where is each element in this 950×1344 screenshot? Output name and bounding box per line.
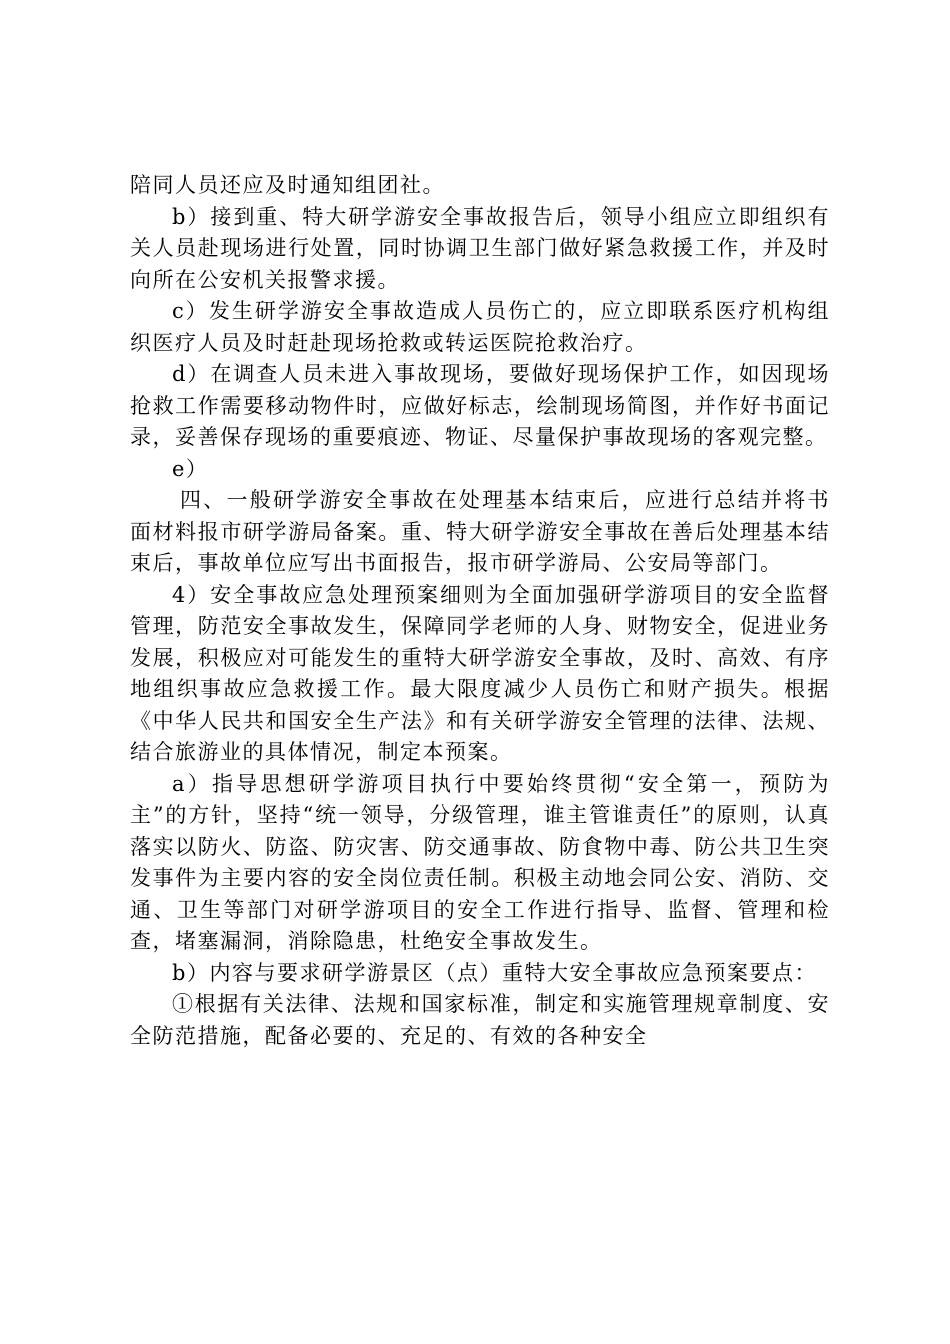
document-body [130, 170, 830, 1052]
paragraph-b-report: b）接到重、特大研学游安全事故报告后，领导小组应立即组织有关人员赴现场进行处置，同时协调卫生部门做好紧急救援工作，并及时向所在公安机关报警求援。 [130, 204, 830, 292]
paragraph-b-content-requirements: b）内容与要求研学游景区（点）重特大安全事故应急预案要点： [172, 960, 817, 985]
paragraph-e: e） [172, 456, 209, 481]
paragraph-item-1: ①根据有关法律、法规和国家标准，制定和实施管理规章制度、安全防范措施，配备必要的、充足的、有效的各种安全 [130, 992, 830, 1048]
paragraph-a-guiding-ideology: a）指导思想研学游项目执行中要始终贯彻“安全第一，预防为主”的方针，坚持“统一领导，分级管理，谁主管谁责任”的原则，认真落实以防火、防盗、防灾害、防交通事故、防食物中毒、防公共卫生突发事件为主要内容的安全岗位责任制。积极主动地会同公安、消防、交通、卫生等部门对研学游项目的安全工作进行指导、监督、管理和检查，堵塞漏洞，消除隐患，杜绝安全事故发生。 [130, 771, 830, 953]
paragraph-c-casualties: c）发生研学游安全事故造成人员伤亡的，应立即联系医疗机构组织医疗人员及时赶赴现场抢救或转运医院抢救治疗。 [130, 299, 830, 355]
paragraph-4-emergency-plan: 4）安全事故应急处理预案细则为全面加强研学游项目的安全监督管理，防范安全事故发生，保障同学老师的人身、财物安全，促进业务发展，积极应对可能发生的重特大研学游安全事故，及时、高效、有序地组织事故应急救援工作。最大限度减少人员伤亡和财产损失。根据《中华人民共和国安全生产法》和有关研学游安全管理的法律、法规、结合旅游业的具体情况，制定本预案。 [130, 582, 830, 764]
paragraph-continuation: 陪同人员还应及时通知组团社。 [130, 173, 445, 197]
paragraph-section-four: 四、一般研学游安全事故在处理基本结束后，应进行总结并将书面材料报市研学游局备案。重、特大研学游安全事故在善后处理基本结束后，事故单位应写出书面报告，报市研学游局、公安局等部门。 [130, 488, 830, 575]
paragraph-d-scene-protection: d）在调查人员未进入事故现场，要做好现场保护工作，如因现场抢救工作需要移动物件时，应做好标志，绘制现场简图，并作好书面记录，妥善保存现场的重要痕迹、物证、尽量保护事故现场的客观完整。 [130, 362, 830, 449]
